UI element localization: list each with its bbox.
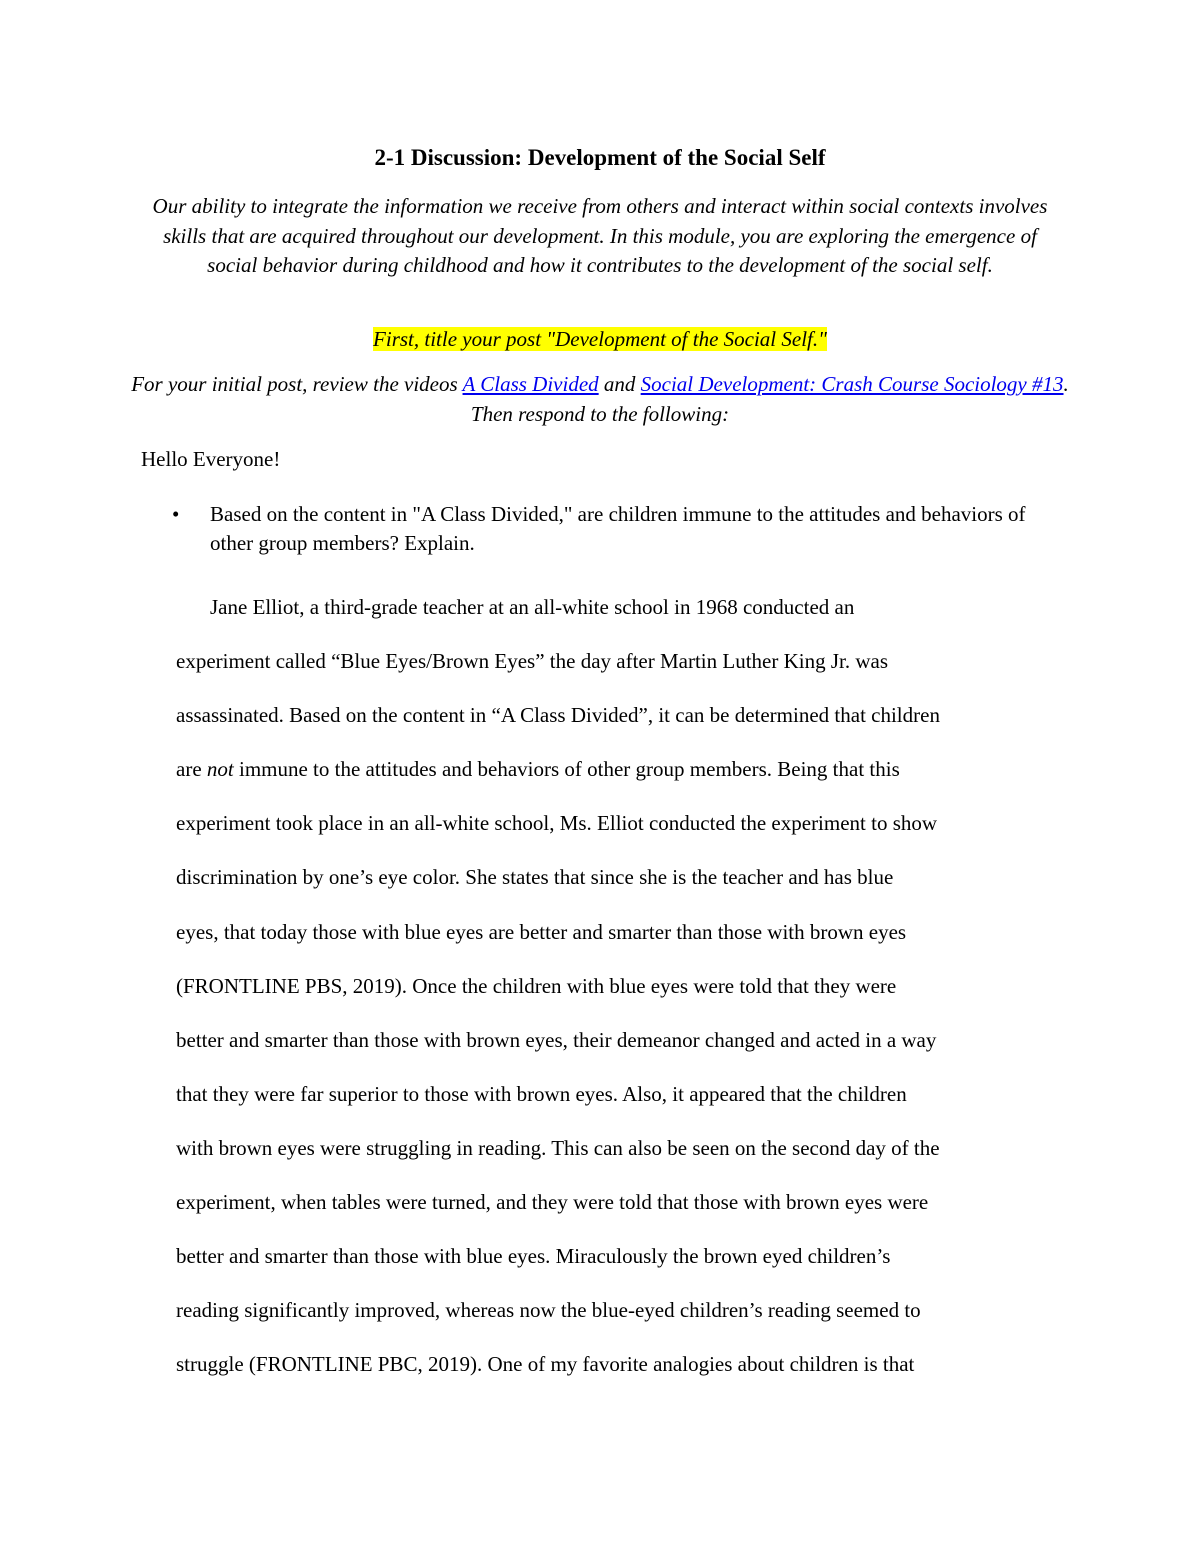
- intro-paragraph: Our ability to integrate the information we receive from others and interact within social contexts involves skills that are acquired throughout our development. In this module, you are exploring the emergence of social behavior during childhood and how it contributes to the development of the social self.: [152, 194, 1048, 277]
- bullet-icon: •: [172, 502, 180, 526]
- answer-line: assassinated. Based on the content in “A Class Divided”, it can be determined that children: [176, 703, 940, 728]
- answer-line: reading significantly improved, whereas now the blue-eyed children’s reading seemed to: [176, 1298, 921, 1323]
- emphasis-not: not: [206, 757, 234, 782]
- answer-line: better and smarter than those with brown eyes, their demeanor changed and acted in a way: [176, 1027, 937, 1052]
- link-crash-course-sociology[interactable]: Social Development: Crash Course Sociology #13: [640, 372, 1064, 396]
- answer-line: Jane Elliot, a third-grade teacher at an all-white school in 1968 conducted an: [210, 595, 855, 619]
- answer-line: experiment called “Blue Eyes/Brown Eyes” the day after Martin Luther King Jr. was: [176, 649, 889, 674]
- title-instruction: [0, 324, 1200, 354]
- initial-post-middle: and: [598, 372, 641, 396]
- answer-line: better and smarter than those with blue eyes. Miraculously the brown eyed children’s: [176, 1244, 891, 1269]
- highlighted-instruction: First, title your post "Development of the Social Self.": [373, 327, 827, 351]
- discussion-question: Based on the content in "A Class Divided," are children immune to the attitudes and behaviors of other group members? Explain.: [210, 502, 1026, 555]
- greeting: Hello Everyone!: [141, 447, 281, 471]
- initial-post-suffix: . Then respond to the following:: [470, 372, 1069, 426]
- answer-line: struggle (FRONTLINE PBC, 2019). One of my favorite analogies about children is that: [176, 1352, 915, 1377]
- answer-line: experiment took place in an all-white school, Ms. Elliot conducted the experiment to show: [176, 811, 938, 836]
- answer-line: (FRONTLINE PBS, 2019). Once the children with blue eyes were told that they were: [176, 973, 897, 998]
- answer-line: eyes, that today those with blue eyes are better and smarter than those with brown eyes: [176, 919, 907, 944]
- answer-line: discrimination by one’s eye color. She states that since she is the teacher and has blue: [176, 865, 894, 890]
- answer-line: with brown eyes were struggling in reading. This can also be seen on the second day of the: [176, 1135, 940, 1160]
- answer-line-start: are: [176, 757, 207, 782]
- initial-post-prefix: For your initial post, review the videos: [131, 372, 463, 396]
- answer-line-end: immune to the attitudes and behaviors of other group members. Being that this: [233, 757, 900, 782]
- answer-paragraph: [176, 580, 1062, 1391]
- answer-line: experiment, when tables were turned, and they were told that those with brown eyes were: [176, 1190, 929, 1215]
- initial-post-instruction: [130, 369, 1070, 429]
- page-title: 2-1 Discussion: Development of the Social Self: [374, 145, 826, 170]
- answer-line: that they were far superior to those with brown eyes. Also, it appeared that the children: [176, 1081, 907, 1106]
- link-a-class-divided[interactable]: A Class Divided: [462, 372, 599, 396]
- answer-line: [176, 742, 1062, 796]
